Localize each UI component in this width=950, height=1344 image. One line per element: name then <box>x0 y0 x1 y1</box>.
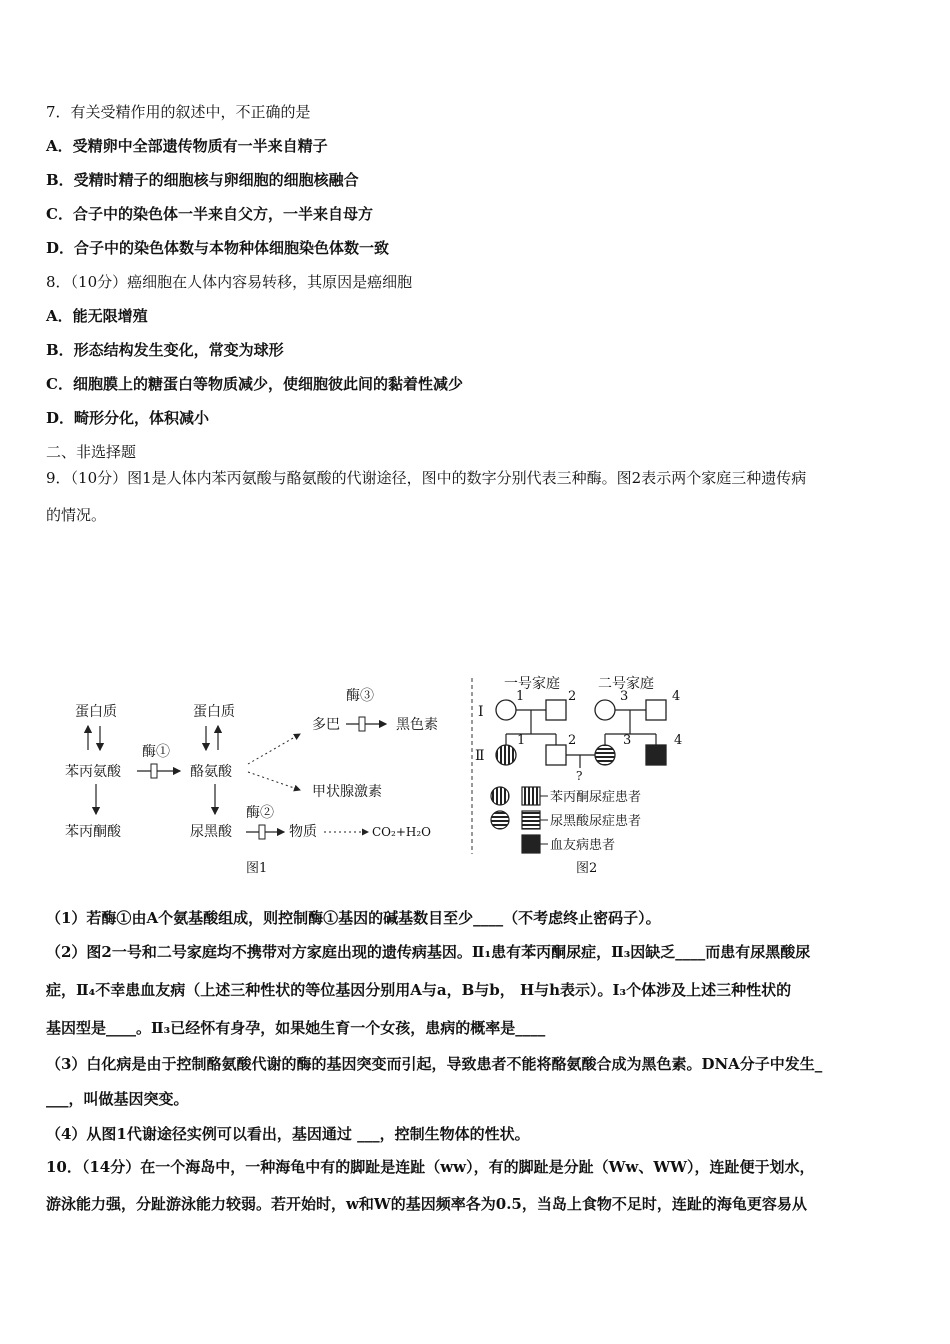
q9-sub3-line2: ___，叫做基因突变。 <box>46 1090 189 1108</box>
fig1-block-3 <box>359 717 365 731</box>
q8-option-c: C．细胞膜上的糖蛋白等物质减少，使细胞彼此间的黏着性减少 <box>46 375 463 393</box>
q9-sub4: （4）从图1代谢途径实例可以看出，基因通过 ___，控制生物体的性状。 <box>46 1125 530 1143</box>
fig2-label-ii2: 2 <box>568 733 577 748</box>
q9-sub2-line1: （2）图2一号和二号家庭均不携带对方家庭出现的遗传病基因。Ⅱ₁患有苯丙酮尿症，Ⅱ₃因缺乏____而患有尿黑酸尿 <box>46 943 811 961</box>
fig1-protein-right: 蛋白质 <box>193 704 235 720</box>
fig2-caption: 图2 <box>576 861 598 876</box>
fig2-gen2: Ⅱ <box>475 748 485 764</box>
fig2-label-ii3: 3 <box>623 733 632 748</box>
q9-stem-line1: 9．（10分）图1是人体内苯丙氨酸与酪氨酸的代谢途径，图中的数字分别代表三种酶。图2表示两个家庭三种遗传病 <box>46 469 807 487</box>
q7-option-d: D．合子中的染色体数与本物种体细胞染色体数一致 <box>46 239 390 257</box>
q9-sub2-line3: 基因型是____。Ⅱ₃已经怀有身孕，如果她生育一个女孩，患病的概率是____ <box>46 1019 546 1037</box>
fig2-legend-circle-2 <box>491 811 509 829</box>
fig1-block-2 <box>259 825 265 839</box>
fig2-ii1-female-affected <box>496 745 516 765</box>
fig2-legend-square-3 <box>522 835 540 853</box>
fig1-substance: 物质 <box>289 824 317 840</box>
fig2-i2-male <box>546 700 566 720</box>
fig2-i3-female <box>595 700 615 720</box>
q7-option-a: A．受精卵中全部遗传物质有一半来自精子 <box>46 137 328 155</box>
fig1-enzyme2: 酶② <box>246 805 274 821</box>
q9-stem-line2: 的情况。 <box>46 506 107 524</box>
fig1-product: CO₂+H₂O <box>372 825 431 839</box>
fig2-family2: 二号家庭 <box>598 676 654 692</box>
q7-stem: 7．有关受精作用的叙述中，不正确的是 <box>46 103 311 121</box>
fig2-label-i3: 3 <box>620 689 629 704</box>
q9-sub2-line2: 症，Ⅱ₄不幸患血友病（上述三种性状的等位基因分别用A与a，B与b， H与h表示）。I₃个体涉及上述三种性状的 <box>46 981 792 999</box>
figure2 <box>475 676 682 876</box>
fig1-dash-to-dopa <box>248 734 300 764</box>
fig2-ii2-male <box>546 745 566 765</box>
fig2-label-ii1: 1 <box>517 733 526 748</box>
fig2-legend-square-2 <box>522 811 540 829</box>
fig1-melanin: 黑色素 <box>396 717 438 733</box>
q10-line1: 10．（14分）在一个海岛中，一种海龟中有的脚趾是连趾（ww），有的脚趾是分趾（Ww、WW），连趾便于划水， <box>46 1158 815 1176</box>
fig2-i4-male <box>646 700 666 720</box>
fig2-question: ? <box>576 769 583 783</box>
fig2-label-ii4: 4 <box>674 733 683 748</box>
figures <box>60 672 700 882</box>
fig2-gen1: Ⅰ <box>478 704 484 720</box>
fig2-ii4-male-affected <box>646 745 666 765</box>
fig1-dopa: 多巴 <box>312 717 340 733</box>
q9-sub1: （1）若酶①由A个氨基酸组成，则控制酶①基因的碱基数目至少____（不考虑终止密码子）。 <box>46 909 661 927</box>
q7-option-c: C．合子中的染色体一半来自父方，一半来自母方 <box>46 205 373 223</box>
section-title: 二、非选择题 <box>46 443 137 461</box>
fig2-i1-female <box>496 700 516 720</box>
fig1-tyrosine: 酪氨酸 <box>190 764 232 780</box>
fig2-legend-3: 血友病患者 <box>550 838 616 853</box>
fig2-label-i1: 1 <box>516 689 525 704</box>
fig1-dash-to-thyroxine <box>248 772 300 790</box>
q10-line2: 游泳能力强，分趾游泳能力较弱。若开始时，w和W的基因频率各为0.5，当岛上食物不足时，连趾的海龟更容易从 <box>46 1195 807 1213</box>
fig2-label-i4: 4 <box>672 689 681 704</box>
fig1-caption: 图1 <box>246 861 268 876</box>
figures-svg <box>60 672 700 882</box>
fig2-legend-circle-1 <box>491 787 509 805</box>
fig2-ii3-female-affected <box>595 745 615 765</box>
fig1-homogentisate: 尿黑酸 <box>190 824 232 840</box>
q8-stem: 8．（10分）癌细胞在人体内容易转移，其原因是癌细胞 <box>46 273 413 291</box>
q8-option-d: D．畸形分化，体积减小 <box>46 409 210 427</box>
q8-option-b: B．形态结构发生变化，常变为球形 <box>46 341 284 359</box>
fig2-legend-1: 苯丙酮尿症患者 <box>550 790 642 805</box>
fig2-label-i2: 2 <box>568 689 577 704</box>
fig1-thyroxine: 甲状腺激素 <box>312 784 382 800</box>
fig1-block-1 <box>151 764 157 778</box>
figure1 <box>65 688 438 876</box>
q7-option-b: B．受精时精子的细胞核与卵细胞的细胞核融合 <box>46 171 359 189</box>
q8-option-a: A．能无限增殖 <box>46 307 148 325</box>
fig1-phenylpyruvate: 苯丙酮酸 <box>65 824 121 840</box>
fig2-legend-2: 尿黑酸尿症患者 <box>550 814 642 829</box>
fig1-phenylalanine: 苯丙氨酸 <box>65 764 121 780</box>
fig1-enzyme1: 酶① <box>142 744 170 760</box>
fig2-legend-square-1 <box>522 787 540 805</box>
q9-sub3-line1: （3）白化病是由于控制酪氨酸代谢的酶的基因突变而引起，导致患者不能将酪氨酸合成为黑色素。DNA分子中发生_ <box>46 1055 823 1073</box>
fig1-enzyme3: 酶③ <box>346 688 374 704</box>
fig2-family1: 一号家庭 <box>504 676 560 692</box>
fig1-protein-left: 蛋白质 <box>75 704 117 720</box>
